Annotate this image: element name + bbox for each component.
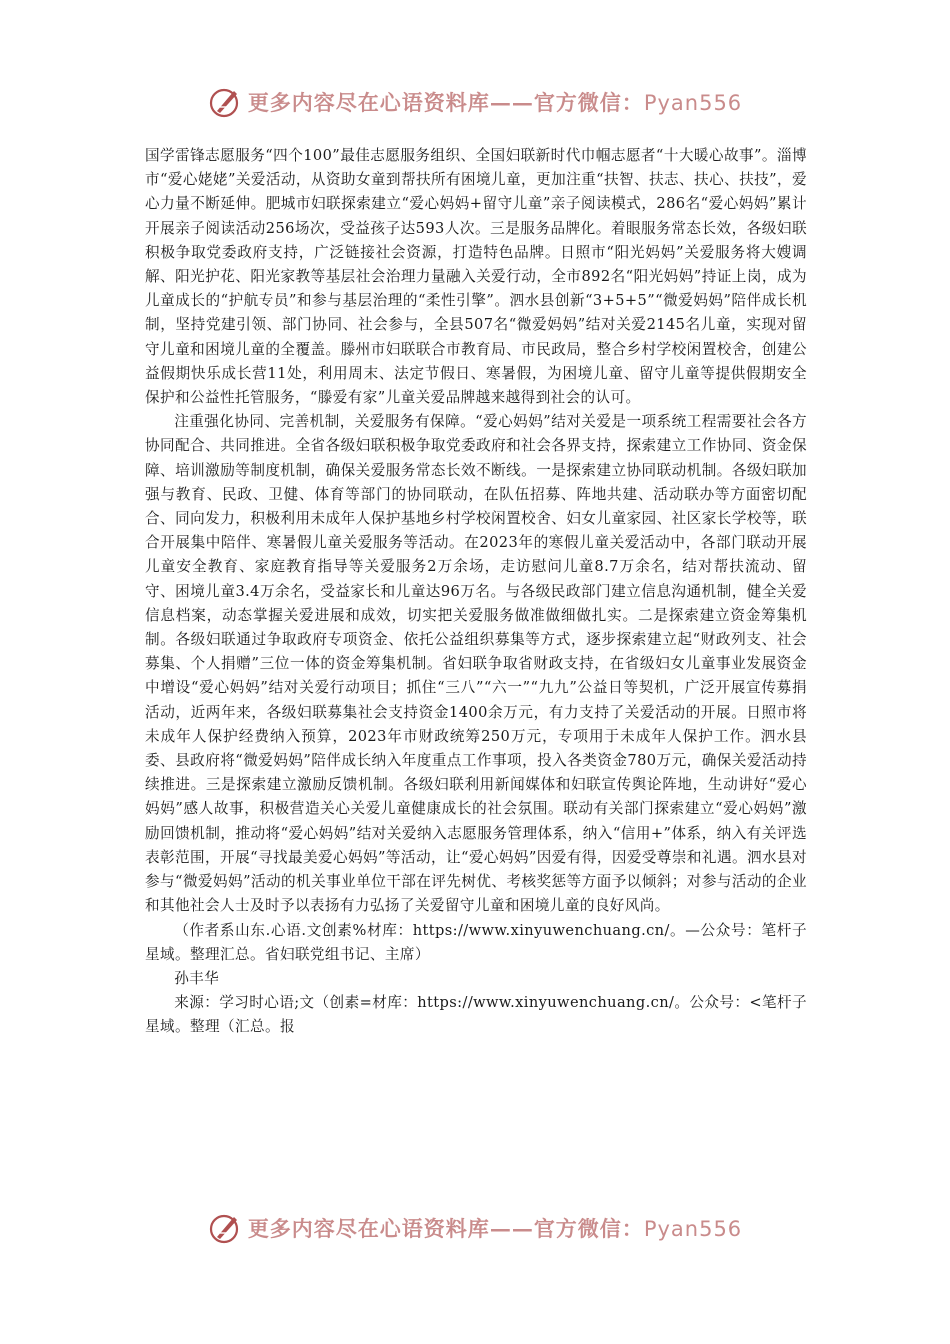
article-body [145, 144, 807, 1040]
footer-banner [0, 1206, 950, 1250]
banner-text: 更多内容尽在心语资料库——官方微信：Pyan556 [247, 1216, 743, 1241]
wechat-id: Pyan556 [643, 91, 743, 115]
wechat-id: Pyan556 [643, 1217, 743, 1241]
quill-logo-icon [208, 1211, 242, 1245]
banner-text: 更多内容尽在心语资料库——官方微信：Pyan556 [247, 90, 743, 115]
source-note: 来源：学习时心语;文（创素=材库：https://www.xinyuwenchuang.cn/。公众号：<笔杆子星域。整理（汇总。报 [145, 994, 807, 1036]
paragraph-2: 注重强化协同、完善机制，关爱服务有保障。“爱心妈妈”结对关爱是一项系统工程需要社会各方协同配合、共同推进。全省各级妇联积极争取党委政府和社会各界支持，探索建立工作协同、资金保障、培训激励等制度机制，确保关爱服务常态长效不断线。一是探索建立协同联动机制。各级妇联加强与教育、民政、卫健、体育等部门的协同联动，在队伍招募、阵地共建、活动联办等方面密切配合、同向发力，积极利用未成年人保护基地乡村学校闲置校舍、妇女儿童家园、社区家长学校等，联合开展集中陪伴、寒暑假儿童关爱服务等活动。在2023年的寒假儿童关爱活动中，各部门联动开展儿童安全教育、家庭教育指导等关爱服务2万余场，走访慰问儿童8.7万余名，结对帮扶流动、留守、困境儿童3.4万余名，受益家长和儿童达96万名。与各级民政部门建立信息沟通机制，健全关爱信息档案，动态掌握关爱进展和成效，切实把关爱服务做准做细做扎实。二是探索建立资金筹集机制。各级妇联通过争取政府专项资金、依托公益组织募集等方式，逐步探索建立起“财政列支、社会募集、个人捐赠”三位一体的资金筹集机制。省妇联争取省财政支持，在省级妇女儿童事业发展资金中增设“爱心妈妈”结对关爱行动项目；抓住“三八”“六一”“九九”公益日等契机，广泛开展宣传募捐活动，近两年来，各级妇联募集社会支持资金1400余万元，有力支持了关爱活动的开展。日照市将未成年人保护经费纳入预算，2023年市财政统筹250万元，专项用于未成年人保护工作。泗水县委、县政府将“微爱妈妈”陪伴成长纳入年度重点工作事项，投入各类资金780万元，确保关爱活动持续推进。三是探索建立激励反馈机制。各级妇联利用新闻媒体和妇联宣传舆论阵地，生动讲好“爱心妈妈”感人故事，积极营造关心关爱儿童健康成长的社会氛围。联动有关部门探索建立“爱心妈妈”激励回馈机制，推动将“爱心妈妈”结对关爱纳入志愿服务管理体系，纳入“信用+”体系，纳入有关评选表彰范围，开展“寻找最美爱心妈妈”等活动，让“爱心妈妈”因爱有得，因爱受尊崇和礼遇。泗水县对参与“微爱妈妈”活动的机关事业单位干部在评先树优、考核奖惩等方面予以倾斜；对参与活动的企业和其他社会人士及时予以表扬有力弘扬了关爱留守儿童和困境儿童的良好风尚。 [145, 413, 807, 915]
quill-logo-icon [208, 85, 242, 119]
paragraph-1: 国学雷锋志愿服务“四个100”最佳志愿服务组织、全国妇联新时代巾帼志愿者“十大暖心故事”。淄博市“爱心姥姥”关爱活动，从资助女童到帮扶所有困境儿童，更加注重“扶智、扶志、扶心、扶技”，爱心力量不断延伸。肥城市妇联探索建立“爱心妈妈+留守儿童”亲子阅读模式，286名“爱心妈妈”累计开展亲子阅读活动256场次，受益孩子达593人次。三是服务品牌化。着眼服务常态长效，各级妇联积极争取党委政府支持，广泛链接社会资源，打造特色品牌。日照市“阳光妈妈”关爱服务将大嫂调解、阳光护花、阳光家教等基层社会治理力量融入关爱行动，全市892名“阳光妈妈”持证上岗，成为儿童成长的“护航专员”和参与基层治理的“柔性引擎”。泗水县创新“3+5+5”“微爱妈妈”陪伴成长机制，坚持党建引领、部门协同、社会参与，全县507名“微爱妈妈”结对关爱2145名儿童，实现对留守儿童和困境儿童的全覆盖。滕州市妇联联合市教育局、市民政局，整合乡村学校闲置校舍，创建公益假期快乐成长营11处，利用周末、法定节假日、寒暑假，为困境儿童、留守儿童等提供假期安全保护和公益性托管服务，“滕爱有家”儿童关爱品牌越来越得到社会的认可。 [145, 147, 807, 407]
header-banner [0, 80, 950, 124]
author-note: （作者系山东.心语.文创素%材库：https://www.xinyuwenchuang.cn/。—公众号：笔杆子星域。整理汇总。省妇联党组书记、主席） [145, 921, 807, 963]
author-name: 孙丰华 [174, 969, 220, 987]
